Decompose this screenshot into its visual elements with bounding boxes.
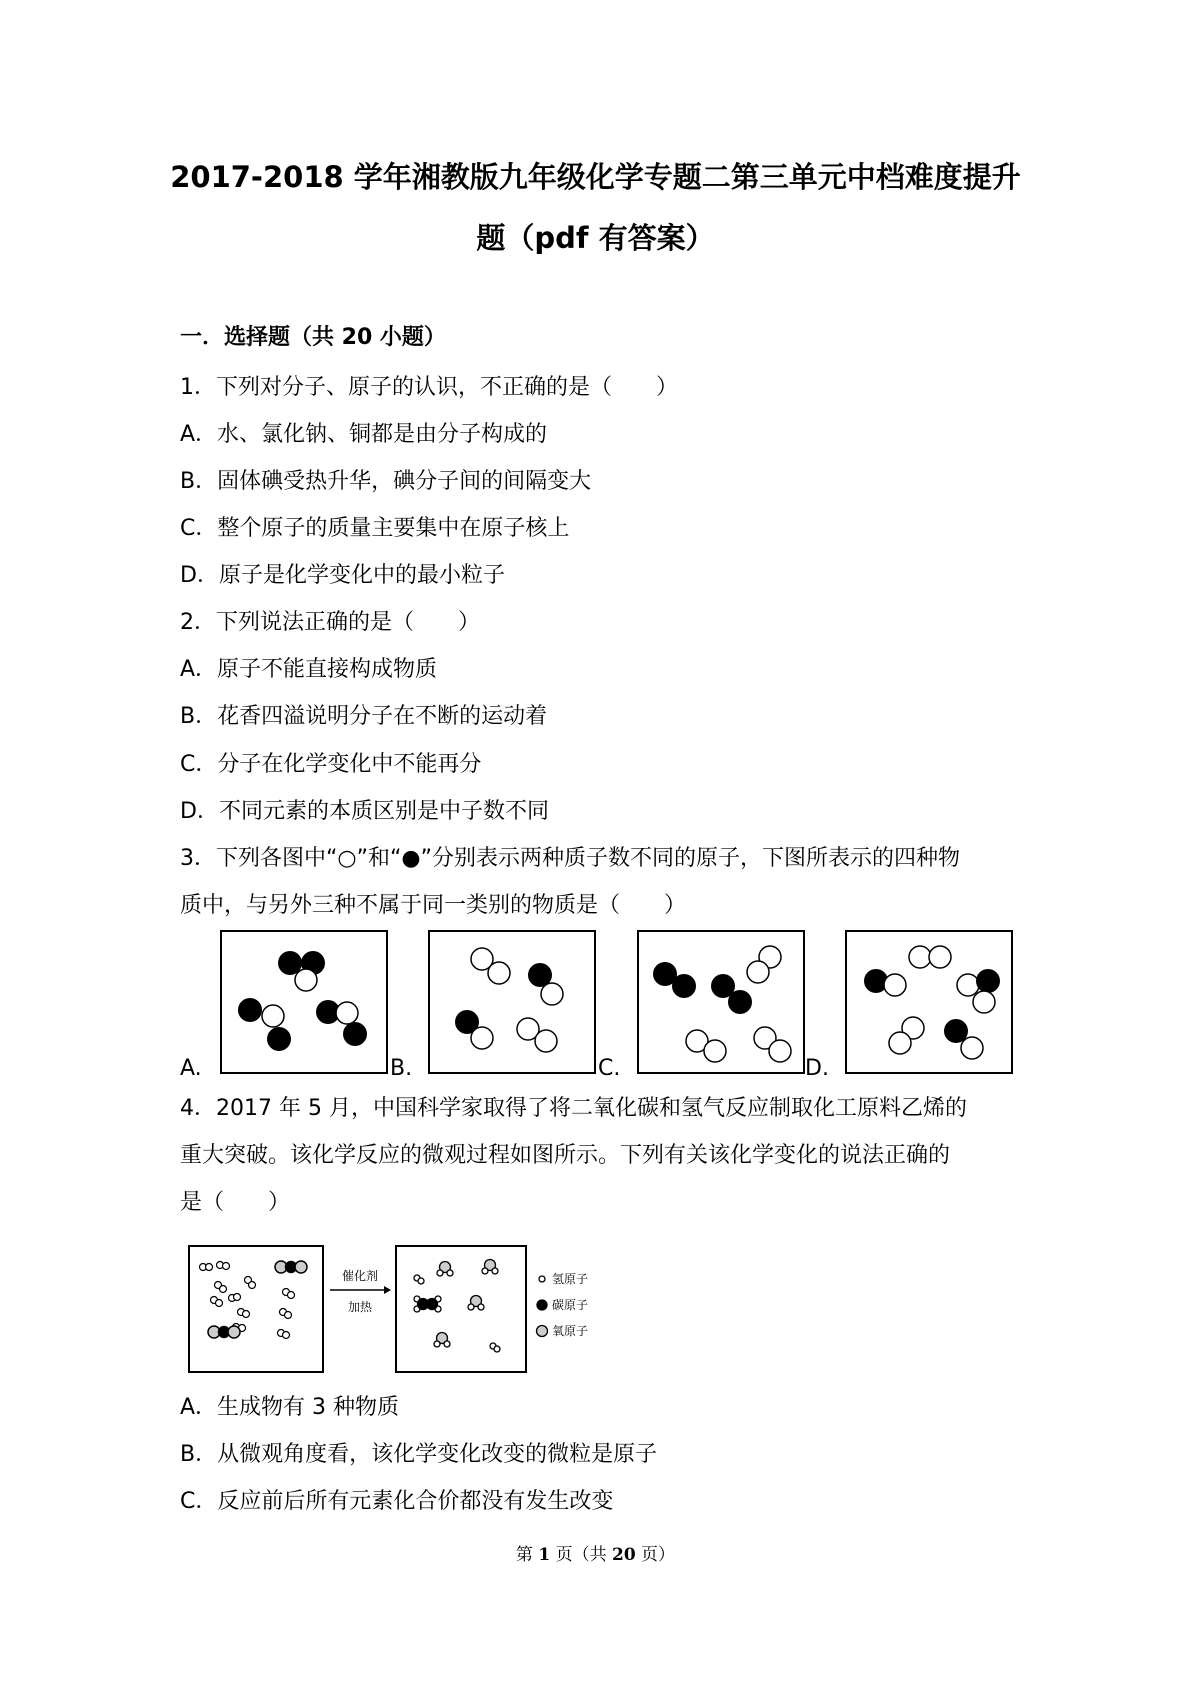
q3-stem-line1: 3．下列各图中“○”和“●”分别表示两种质子数不同的原子，下图所表示的四种物 [180,846,960,871]
q3-label-c: C. [598,1056,621,1081]
page-footer [0,1543,1191,1567]
q3-label-b: B. [390,1056,413,1081]
legend-hydrogen-swatch [539,1276,545,1282]
q3-figure-c [637,930,805,1074]
legend-hydrogen-label: 氢原子 [552,1272,589,1286]
q3-figure-a [220,930,388,1074]
arrow-label-bottom: 加热 [347,1300,373,1314]
q1-option-c: C．整个原子的质量主要集中在原子核上 [180,516,570,541]
q2-option-c: C．分子在化学变化中不能再分 [180,752,482,777]
legend [537,1276,548,1337]
q3-stem-line2: 质中，与另外三种不属于同一类别的物质是（ ） [180,893,687,918]
q4-stem-line1: 4．2017 年 5 月，中国科学家取得了将二氧化碳和氢气反应制取化工原料乙烯的 [180,1096,967,1121]
q4-option-b: B．从微观角度看，该化学变化改变的微粒是原子 [180,1442,658,1467]
q3-label-a: A. [180,1056,202,1081]
q1-stem: 1．下列对分子、原子的认识，不正确的是（ ） [180,375,678,400]
q4-option-c: C．反应前后所有元素化合价都没有发生改变 [180,1489,614,1514]
q4-reaction-diagram [188,1245,608,1373]
footer-suffix: 页） [635,1545,676,1565]
q2-stem: 2．下列说法正确的是（ ） [180,610,480,635]
q2-option-a: A．原子不能直接构成物质 [180,657,438,682]
arrow-label-top: 催化剂 [341,1269,379,1283]
q4-stem-line2: 重大突破。该化学反应的微观过程如图所示。下列有关该化学变化的说法正确的 [180,1143,951,1168]
footer-middle: 页（共 [550,1545,612,1565]
q4-stem-line3: 是（ ） [180,1190,291,1215]
legend-carbon-swatch [537,1300,547,1310]
q2-option-b: B．花香四溢说明分子在不断的运动着 [180,704,548,729]
q3-label-d: D. [805,1056,829,1081]
legend-carbon-label: 碳原子 [552,1298,589,1312]
document-title-line2: 题（pdf 有答案） [476,221,715,255]
document-title-line1: 2017-2018 学年湘教版九年级化学专题二第三单元中档难度提升 [170,160,1021,194]
footer-total-pages: 20 [611,1545,636,1565]
footer-page-number: 1 [538,1545,551,1565]
section-heading: 一．选择题（共 20 小题） [180,325,446,350]
legend-oxygen-swatch [537,1326,548,1337]
q4-option-a: A．生成物有 3 种物质 [180,1395,400,1420]
q1-option-b: B．固体碘受热升华，碘分子间的间隔变大 [180,469,592,494]
q1-option-d: D．原子是化学变化中的最小粒子 [180,563,505,588]
q1-option-a: A．水、氯化钠、铜都是由分子构成的 [180,422,548,447]
q2-option-d: D．不同元素的本质区别是中子数不同 [180,799,549,824]
legend-oxygen-label: 氧原子 [552,1324,589,1338]
footer-prefix: 第 [515,1545,539,1565]
q3-figure-b [428,930,596,1074]
q3-figure-d [845,930,1013,1074]
